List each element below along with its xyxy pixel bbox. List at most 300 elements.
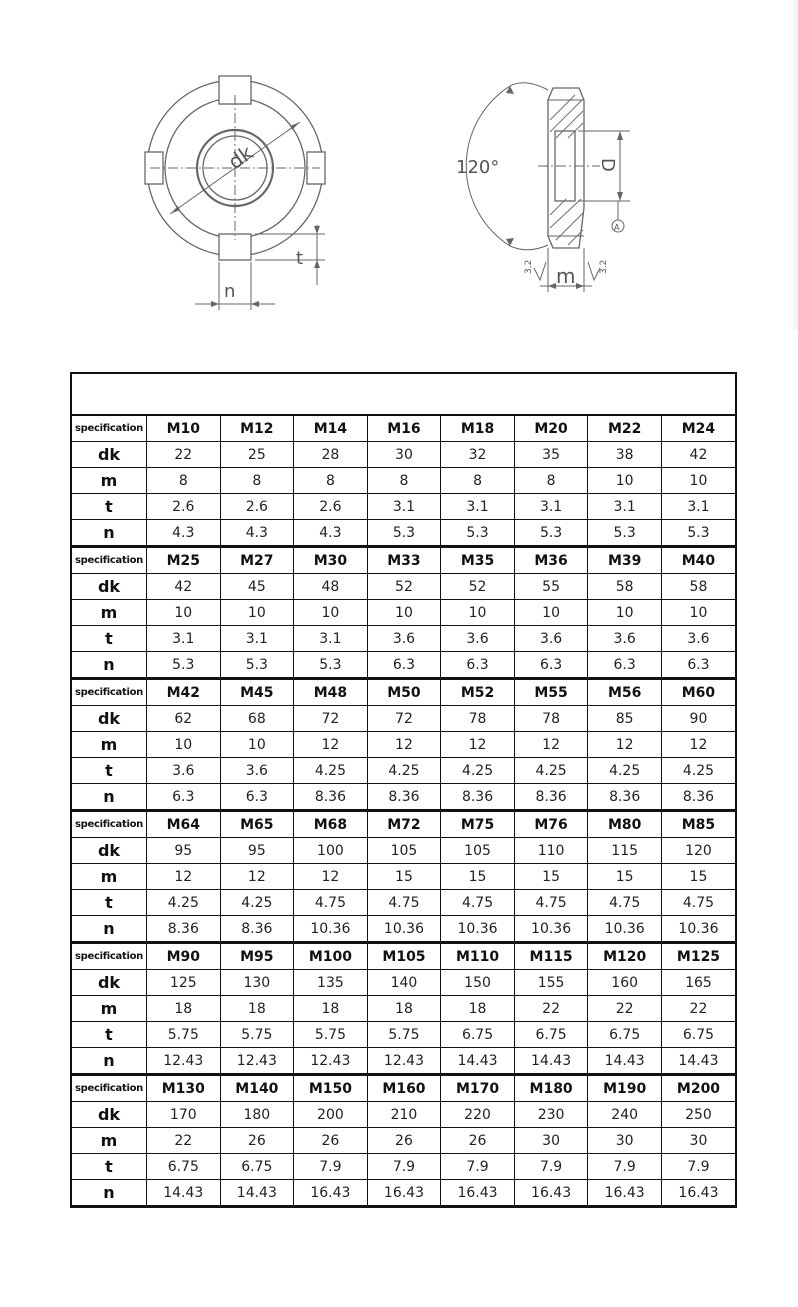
spec-header-row [72,943,735,970]
specification-table [70,372,737,1208]
table-row-dk [72,838,735,864]
table-cell: 5.3 [588,520,662,547]
table-cell: 16.43 [294,1180,368,1206]
table-cell: 3.6 [220,758,294,784]
row-label: m [72,600,147,626]
table-cell: 10.36 [294,916,368,943]
table-row-dk [72,442,735,468]
table-cell: 18 [441,996,515,1022]
table-cell: 3.1 [441,494,515,520]
table-cell: 125 [147,970,221,996]
table-cell: 8.36 [147,916,221,943]
table-cell: 10 [220,600,294,626]
table-cell: 3.6 [588,626,662,652]
table-cell: 170 [147,1102,221,1128]
table-cell: 48 [294,574,368,600]
table-cell: 6.75 [441,1022,515,1048]
table-title [72,374,735,416]
table-cell: 4.25 [661,758,735,784]
table-cell: 10.36 [441,916,515,943]
table-cell: 3.1 [147,626,221,652]
table-row-dk [72,574,735,600]
table-row-t [72,1022,735,1048]
label-chamfer-left: 3.2 [524,259,534,274]
table-cell: 10 [367,600,441,626]
table-cell: 18 [147,996,221,1022]
table-cell: 155 [514,970,588,996]
table-cell: 14.43 [661,1048,735,1075]
table-cell: 160 [588,970,662,996]
table-cell: 5.3 [147,652,221,679]
table-cell: 2.6 [220,494,294,520]
table-cell: 18 [294,996,368,1022]
table-cell: 4.75 [661,890,735,916]
table-cell: 6.3 [661,652,735,679]
spec-size-cell: M45 [220,679,294,706]
table-cell: 12.43 [294,1048,368,1075]
specification-table-body [72,416,735,1206]
row-label: specification [72,811,147,838]
row-label: m [72,1128,147,1154]
spec-size-cell: M150 [294,1075,368,1102]
table-cell: 30 [514,1128,588,1154]
table-cell: 7.9 [661,1154,735,1180]
hatching-bottom [550,199,583,245]
label-m: m [556,264,576,288]
spec-size-cell: M36 [514,547,588,574]
table-cell: 10 [147,600,221,626]
row-label: m [72,468,147,494]
table-row-n [72,520,735,547]
spec-size-cell: M55 [514,679,588,706]
spec-size-cell: M22 [588,416,662,442]
spec-size-cell: M50 [367,679,441,706]
table-cell: 7.9 [367,1154,441,1180]
label-n: n [224,281,236,302]
table-cell: 10 [588,468,662,494]
table-cell: 10 [588,600,662,626]
row-label: dk [72,574,147,600]
table-cell: 4.25 [441,758,515,784]
table-cell: 30 [588,1128,662,1154]
table-cell: 8 [367,468,441,494]
table-cell: 105 [441,838,515,864]
spec-size-cell: M60 [661,679,735,706]
table-cell: 4.25 [367,758,441,784]
table-cell: 180 [220,1102,294,1128]
row-label: n [72,1048,147,1075]
spec-size-cell: M48 [294,679,368,706]
row-label: t [72,1022,147,1048]
table-cell: 200 [294,1102,368,1128]
row-label: t [72,890,147,916]
table-cell: 6.3 [441,652,515,679]
row-label: n [72,1180,147,1206]
row-label: specification [72,547,147,574]
table-cell: 12 [588,732,662,758]
table-cell: 58 [661,574,735,600]
spec-size-cell: M12 [220,416,294,442]
table-cell: 12 [367,732,441,758]
table-cell: 115 [588,838,662,864]
table-cell: 5.3 [367,520,441,547]
spec-size-cell: M72 [367,811,441,838]
table-cell: 8 [441,468,515,494]
table-cell: 4.25 [514,758,588,784]
table-row-n [72,1180,735,1206]
table-cell: 30 [661,1128,735,1154]
row-label: dk [72,970,147,996]
table-cell: 26 [294,1128,368,1154]
table-row-t [72,626,735,652]
angle-leader-bottom [510,245,548,250]
table-cell: 2.6 [294,494,368,520]
spec-size-cell: M125 [661,943,735,970]
table-cell: 240 [588,1102,662,1128]
table-cell: 10 [661,468,735,494]
table-cell: 10.36 [514,916,588,943]
table-cell: 4.3 [220,520,294,547]
table-cell: 10 [220,732,294,758]
table-cell: 45 [220,574,294,600]
spec-size-cell: M100 [294,943,368,970]
spec-size-cell: M24 [661,416,735,442]
spec-size-cell: M42 [147,679,221,706]
table-cell: 100 [294,838,368,864]
spec-size-cell: M20 [514,416,588,442]
spec-size-cell: M130 [147,1075,221,1102]
table-cell: 26 [220,1128,294,1154]
spec-size-cell: M190 [588,1075,662,1102]
table-cell: 16.43 [367,1180,441,1206]
row-label: dk [72,1102,147,1128]
spec-size-cell: M33 [367,547,441,574]
table-cell: 6.3 [588,652,662,679]
table-cell: 30 [367,442,441,468]
table-cell: 3.1 [588,494,662,520]
table-cell: 38 [588,442,662,468]
row-label: n [72,916,147,943]
table-cell: 8.36 [441,784,515,811]
table-cell: 26 [367,1128,441,1154]
label-datum: A [614,223,620,232]
label-dk: dk [223,140,258,175]
table-cell: 16.43 [661,1180,735,1206]
table-cell: 8.36 [220,916,294,943]
table-cell: 5.75 [367,1022,441,1048]
table-cell: 14.43 [441,1048,515,1075]
spec-size-cell: M65 [220,811,294,838]
spec-size-cell: M18 [441,416,515,442]
spec-size-cell: M25 [147,547,221,574]
table-cell: 8.36 [367,784,441,811]
table-cell: 6.3 [514,652,588,679]
table-cell: 72 [367,706,441,732]
table-cell: 4.75 [441,890,515,916]
roughness-mark-left [534,262,546,280]
table-row-m [72,468,735,494]
table-cell: 4.25 [220,890,294,916]
table-cell: 4.75 [294,890,368,916]
table-cell: 210 [367,1102,441,1128]
row-label: t [72,1154,147,1180]
table-cell: 8 [294,468,368,494]
row-label: specification [72,1075,147,1102]
table-cell: 10 [661,600,735,626]
table-cell: 42 [661,442,735,468]
table-cell: 22 [147,1128,221,1154]
table-row-dk [72,970,735,996]
table-row-n [72,916,735,943]
table-cell: 15 [367,864,441,890]
table-cell: 10 [147,732,221,758]
table-cell: 15 [441,864,515,890]
table-cell: 25 [220,442,294,468]
spec-size-cell: M200 [661,1075,735,1102]
label-D: D [597,158,618,172]
table-cell: 135 [294,970,368,996]
table-cell: 4.75 [588,890,662,916]
table-cell: 250 [661,1102,735,1128]
table-cell: 10.36 [367,916,441,943]
spec-size-cell: M64 [147,811,221,838]
row-label: t [72,758,147,784]
table-cell: 7.9 [441,1154,515,1180]
table-row-m [72,864,735,890]
slot-bottom [219,234,251,260]
table-cell: 6.3 [220,784,294,811]
table-cell: 6.3 [367,652,441,679]
table-cell: 3.6 [147,758,221,784]
row-label: specification [72,679,147,706]
table-cell: 7.9 [514,1154,588,1180]
table-cell: 12 [514,732,588,758]
table-cell: 52 [367,574,441,600]
table-cell: 6.75 [220,1154,294,1180]
table-cell: 3.6 [514,626,588,652]
row-label: n [72,784,147,811]
table-cell: 18 [220,996,294,1022]
table-cell: 8.36 [294,784,368,811]
table-cell: 52 [441,574,515,600]
spec-size-cell: M76 [514,811,588,838]
table-cell: 5.75 [147,1022,221,1048]
spec-header-row [72,1075,735,1102]
angle-leader-top [510,83,548,90]
table-cell: 28 [294,442,368,468]
table-cell: 15 [514,864,588,890]
spec-size-cell: M35 [441,547,515,574]
row-label: m [72,864,147,890]
table-cell: 16.43 [514,1180,588,1206]
round-nut-technical-drawing [0,0,798,340]
table-row-t [72,1154,735,1180]
table-cell: 4.75 [514,890,588,916]
table-cell: 5.75 [294,1022,368,1048]
spec-size-cell: M160 [367,1075,441,1102]
table-row-m [72,600,735,626]
table-cell: 110 [514,838,588,864]
table-row-t [72,890,735,916]
spec-size-cell: M95 [220,943,294,970]
table-cell: 165 [661,970,735,996]
spec-size-cell: M75 [441,811,515,838]
table-cell: 32 [441,442,515,468]
table-cell: 16.43 [588,1180,662,1206]
table-cell: 95 [220,838,294,864]
spec-size-cell: M120 [588,943,662,970]
table-cell: 4.25 [588,758,662,784]
table-cell: 8 [147,468,221,494]
table-cell: 130 [220,970,294,996]
row-label: dk [72,838,147,864]
spec-size-cell: M115 [514,943,588,970]
table-row-t [72,758,735,784]
table-cell: 14.43 [514,1048,588,1075]
table-cell: 15 [661,864,735,890]
table-cell: 12.43 [147,1048,221,1075]
table-cell: 10 [514,600,588,626]
table-cell: 6.75 [588,1022,662,1048]
table-cell: 8 [220,468,294,494]
table-cell: 35 [514,442,588,468]
label-t: t [296,248,304,269]
spec-size-cell: M140 [220,1075,294,1102]
spec-size-cell: M105 [367,943,441,970]
row-label: n [72,520,147,547]
row-label: n [72,652,147,679]
table-cell: 3.1 [514,494,588,520]
table-cell: 150 [441,970,515,996]
table-cell: 68 [220,706,294,732]
table-cell: 15 [588,864,662,890]
table-cell: 7.9 [294,1154,368,1180]
table-cell: 220 [441,1102,515,1128]
table-cell: 6.75 [661,1022,735,1048]
table-cell: 4.3 [294,520,368,547]
table-cell: 85 [588,706,662,732]
spec-size-cell: M68 [294,811,368,838]
table-cell: 6.3 [147,784,221,811]
table-cell: 14.43 [147,1180,221,1206]
table-cell: 5.75 [220,1022,294,1048]
table-cell: 10.36 [588,916,662,943]
row-label: t [72,626,147,652]
table-cell: 14.43 [220,1180,294,1206]
table-cell: 8.36 [588,784,662,811]
table-cell: 120 [661,838,735,864]
table-cell: 62 [147,706,221,732]
table-row-n [72,652,735,679]
spec-size-cell: M14 [294,416,368,442]
spec-size-cell: M90 [147,943,221,970]
table-row-dk [72,706,735,732]
table-row-m [72,996,735,1022]
table-cell: 4.75 [367,890,441,916]
table-cell: 12.43 [220,1048,294,1075]
table-cell: 22 [147,442,221,468]
spec-size-cell: M40 [661,547,735,574]
table-cell: 14.43 [588,1048,662,1075]
table-cell: 12 [294,864,368,890]
table-cell: 78 [441,706,515,732]
spec-header-row [72,416,735,442]
row-label: m [72,732,147,758]
spec-header-row [72,547,735,574]
table-cell: 22 [661,996,735,1022]
table-row-n [72,1048,735,1075]
spec-size-cell: M80 [588,811,662,838]
table-cell: 12 [441,732,515,758]
table-cell: 55 [514,574,588,600]
spec-size-cell: M39 [588,547,662,574]
row-label: specification [72,416,147,442]
table-cell: 12 [220,864,294,890]
table-row-n [72,784,735,811]
table-cell: 3.1 [367,494,441,520]
table-cell: 105 [367,838,441,864]
table-cell: 12 [294,732,368,758]
spec-size-cell: M52 [441,679,515,706]
table-cell: 5.3 [441,520,515,547]
table-row-m [72,1128,735,1154]
table-cell: 4.25 [294,758,368,784]
table-row-dk [72,1102,735,1128]
spec-size-cell: M110 [441,943,515,970]
table-cell: 3.6 [441,626,515,652]
row-label: t [72,494,147,520]
table-cell: 5.3 [294,652,368,679]
table-cell: 8 [514,468,588,494]
table-cell: 22 [514,996,588,1022]
table-cell: 4.3 [147,520,221,547]
table-cell: 6.75 [147,1154,221,1180]
table-cell: 42 [147,574,221,600]
table-cell: 12 [661,732,735,758]
spec-size-cell: M85 [661,811,735,838]
table-cell: 3.1 [294,626,368,652]
spec-header-row [72,811,735,838]
row-label: m [72,996,147,1022]
table-cell: 4.25 [147,890,221,916]
table-cell: 3.6 [367,626,441,652]
spec-size-cell: M56 [588,679,662,706]
table-cell: 16.43 [441,1180,515,1206]
table-cell: 10 [441,600,515,626]
table-cell: 6.75 [514,1022,588,1048]
table-cell: 10 [294,600,368,626]
table-cell: 3.1 [220,626,294,652]
spec-header-row [72,679,735,706]
table-cell: 8.36 [661,784,735,811]
table-cell: 2.6 [147,494,221,520]
table-cell: 90 [661,706,735,732]
table-cell: 3.1 [661,494,735,520]
spec-size-cell: M10 [147,416,221,442]
table-cell: 7.9 [588,1154,662,1180]
table-cell: 12.43 [367,1048,441,1075]
table-cell: 5.3 [220,652,294,679]
row-label: dk [72,706,147,732]
table-row-t [72,494,735,520]
table-cell: 10.36 [661,916,735,943]
table-cell: 72 [294,706,368,732]
table-cell: 58 [588,574,662,600]
table-cell: 8.36 [514,784,588,811]
table-cell: 26 [441,1128,515,1154]
table-cell: 140 [367,970,441,996]
table-cell: 5.3 [514,520,588,547]
